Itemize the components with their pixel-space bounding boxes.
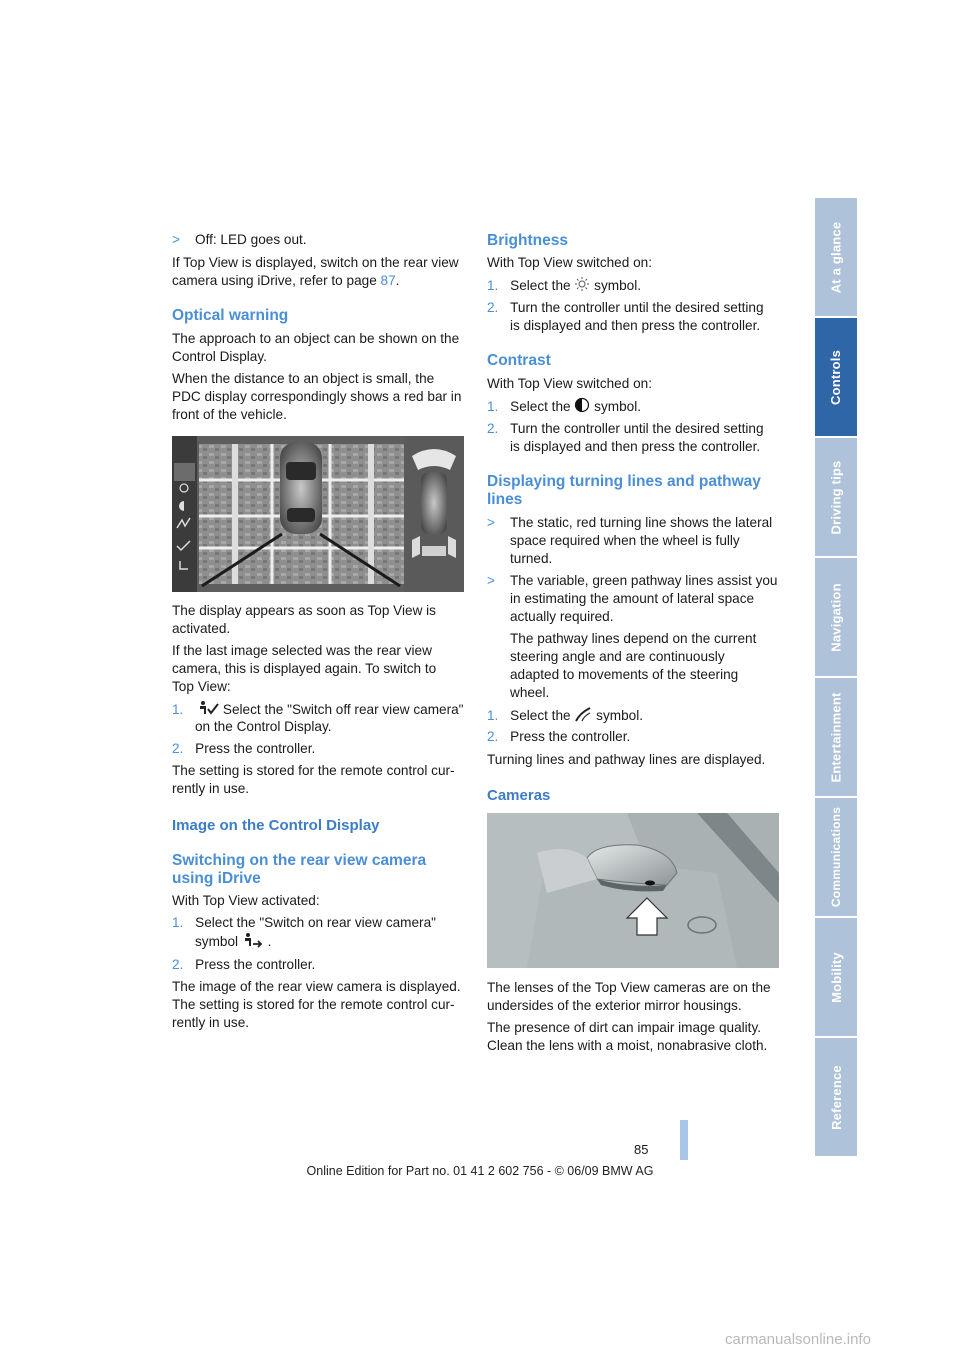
edition-footer: Online Edition for Part no. 01 41 2 602 756 - © 06/09 BMW AG: [306, 1164, 654, 1178]
body-text: The lenses of the Top View cameras are on the: [487, 980, 771, 995]
step-item: 2. Press the controller.: [487, 729, 631, 744]
tab-reference[interactable]: Reference: [815, 1038, 857, 1156]
brightness-icon: [574, 276, 590, 297]
section-heading-cameras: Cameras: [487, 787, 551, 804]
tab-communications[interactable]: Communications: [815, 798, 857, 916]
tab-driving-tips[interactable]: Driving tips: [815, 438, 857, 556]
body-text: When the distance to an object is small, the: [172, 371, 435, 386]
body-text: PDC display correspondingly shows a red bar in: [172, 389, 462, 404]
section-heading-switching-rear-camera: Switching on the rear view camera: [172, 852, 427, 869]
body-text: Control Display.: [172, 349, 267, 364]
body-text: With Top View activated:: [172, 893, 320, 908]
page-number: 85: [634, 1142, 649, 1157]
body-text: rently in use.: [172, 1015, 250, 1030]
step-continuation: is displayed and then press the controller.: [510, 439, 761, 454]
bullet-continuation: in estimating the amount of lateral space: [510, 591, 755, 606]
bullet-continuation: steering angle and are continuously: [510, 649, 725, 664]
page-marker-bar: [680, 1120, 688, 1160]
section-heading-optical-warning: Optical warning: [172, 307, 289, 324]
top-view-display-image: [172, 436, 464, 592]
step-continuation: symbol .: [195, 932, 271, 953]
tab-entertainment[interactable]: Entertainment: [815, 678, 857, 796]
section-heading-brightness: Brightness: [487, 232, 568, 249]
bullet-continuation: actually required.: [510, 609, 614, 624]
section-heading-turning-lines-2: lines: [487, 491, 523, 508]
body-text: The presence of dirt can impair image quality.: [487, 1020, 762, 1035]
step-item: 1. Select the symbol.: [487, 276, 641, 297]
body-text: Clean the lens with a moist, nonabrasive cloth.: [487, 1038, 768, 1053]
bullet-continuation: wheel.: [510, 685, 550, 700]
body-text: With Top View switched on:: [487, 255, 652, 270]
step-continuation: on the Control Display.: [195, 719, 332, 734]
step-item: 2. Press the controller.: [172, 741, 316, 756]
body-text: If Top View is displayed, switch on the rear view: [172, 255, 459, 270]
body-text: camera, this is displayed again. To switch to: [172, 661, 437, 676]
page-link[interactable]: 87: [380, 273, 396, 288]
body-text: The image of the rear view camera is displayed.: [172, 979, 461, 994]
step-item: 1. Select the symbol.: [487, 706, 643, 727]
switch-on-rear-camera-icon: [242, 932, 264, 953]
bullet-continuation: adapted to movements of the steering: [510, 667, 739, 682]
bullet-marker: >: [487, 515, 495, 530]
body-text: front of the vehicle.: [172, 407, 287, 422]
section-heading-switching-rear-camera-2: using iDrive: [172, 870, 261, 887]
tab-at-a-glance[interactable]: At a glance: [815, 198, 857, 316]
step-item: 1. Select the symbol.: [487, 397, 641, 418]
body-text: The setting is stored for the remote control cur-: [172, 763, 455, 778]
bullet-marker: >: [172, 232, 180, 247]
tab-navigation[interactable]: Navigation: [815, 558, 857, 676]
body-text: Top View:: [172, 679, 231, 694]
tab-controls[interactable]: Controls: [815, 318, 857, 436]
contrast-icon: [574, 397, 590, 418]
step-item: 2. Turn the controller until the desired setting: [487, 421, 764, 436]
off-led-item: > Off: LED goes out.: [172, 232, 307, 247]
section-heading-turning-lines: Displaying turning lines and pathway: [487, 473, 761, 490]
step-item: 1. Select the "Switch off rear view camera": [172, 700, 464, 721]
tab-mobility[interactable]: Mobility: [815, 918, 857, 1036]
step-continuation: is displayed and then press the controller.: [510, 318, 761, 333]
bullet-continuation: The pathway lines depend on the current: [510, 631, 757, 646]
bullet-continuation: turned.: [510, 551, 553, 566]
pathway-lines-icon: [574, 706, 592, 727]
body-text: Turning lines and pathway lines are displayed.: [487, 752, 766, 767]
step-item: 2. Turn the controller until the desired setting: [487, 300, 764, 315]
body-text: rently in use.: [172, 781, 250, 796]
section-heading-image-on-display: Image on the Control Display: [172, 817, 380, 834]
body-text: The setting is stored for the remote control cur-: [172, 997, 455, 1012]
bullet-continuation: space required when the wheel is fully: [510, 533, 740, 548]
body-text: activated.: [172, 621, 231, 636]
body-text: The display appears as soon as Top View is: [172, 603, 436, 618]
body-text: camera using iDrive, refer to page 87.: [172, 273, 400, 288]
step-item: 1. Select the "Switch on rear view camera": [172, 915, 436, 930]
bullet-item: > The variable, green pathway lines assist you: [487, 573, 778, 588]
bullet-marker: >: [487, 573, 495, 588]
body-text: The approach to an object can be shown on the: [172, 331, 460, 346]
bullet-item: > The static, red turning line shows the lateral: [487, 515, 773, 530]
mirror-camera-image: [487, 813, 779, 968]
body-text: With Top View switched on:: [487, 376, 652, 391]
section-heading-contrast: Contrast: [487, 352, 551, 369]
watermark: carmanualsonline.info: [725, 1331, 871, 1348]
step-item: 2. Press the controller.: [172, 957, 316, 972]
body-text: If the last image selected was the rear view: [172, 643, 432, 658]
body-text: undersides of the exterior mirror housings.: [487, 998, 742, 1013]
chapter-sidebar: [815, 198, 857, 1160]
